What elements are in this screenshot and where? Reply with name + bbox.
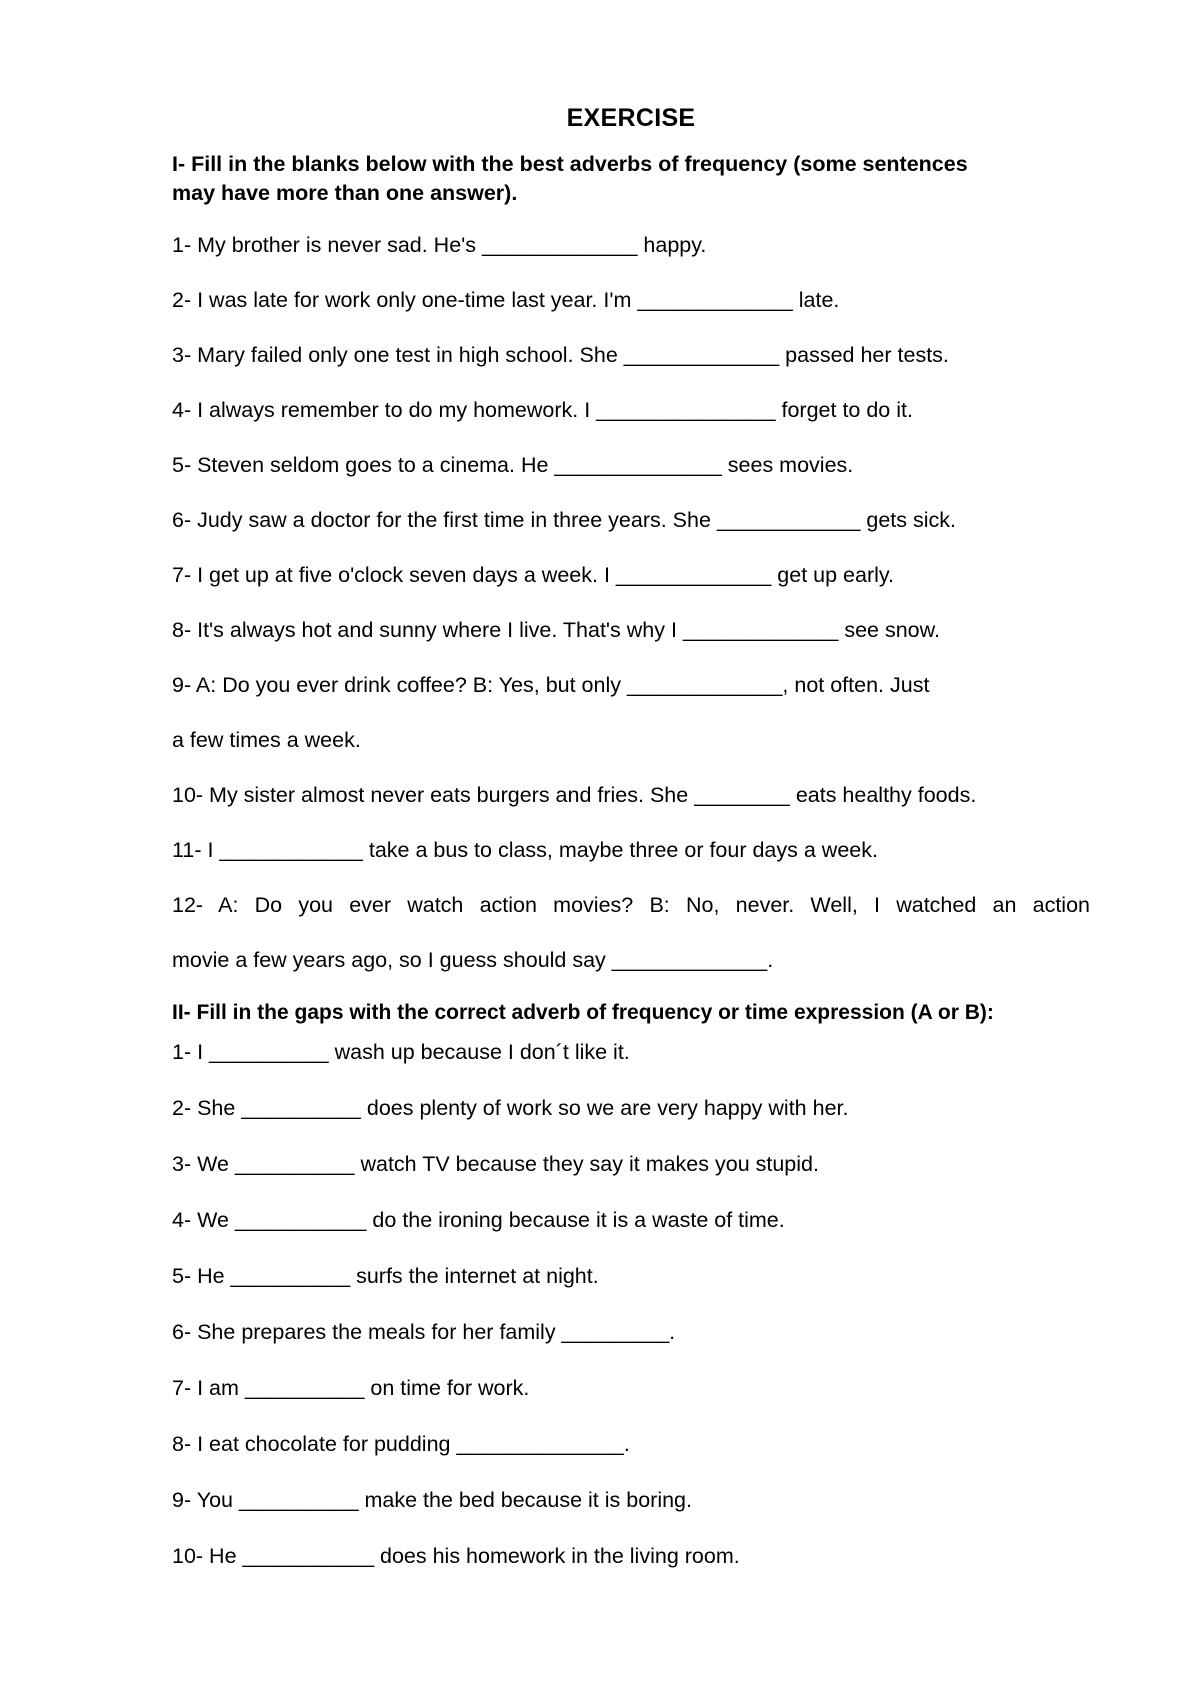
exercise-item: 2- She __________ does plenty of work so we are very happy with her. xyxy=(172,1096,849,1120)
exercise-item: 1- My brother is never sad. He's _____________ happy. xyxy=(172,233,707,257)
exercise-item: 12- A: Do you ever watch action movies? B: No, never. Well, I watched an action xyxy=(172,893,1090,917)
exercise-item: 3- Mary failed only one test in high school. She _____________ passed her tests. xyxy=(172,343,949,367)
exercise-item: 4- We ___________ do the ironing because it is a waste of time. xyxy=(172,1208,785,1232)
section-1-instruction-line-2: may have more than one answer). xyxy=(172,181,518,205)
exercise-item: 9- A: Do you ever drink coffee? B: Yes, but only _____________, not often. Just xyxy=(172,673,930,697)
exercise-item: 1- I __________ wash up because I don´t like it. xyxy=(172,1040,630,1064)
exercise-item: 7- I am __________ on time for work. xyxy=(172,1376,530,1400)
section-2 xyxy=(172,1038,1090,1570)
exercise-item-continuation: a few times a week. xyxy=(172,728,361,752)
exercise-item: 2- I was late for work only one-time last year. I'm _____________ late. xyxy=(172,288,840,312)
exercise-item: 5- Steven seldom goes to a cinema. He ______________ sees movies. xyxy=(172,453,854,477)
exercise-item: 3- We __________ watch TV because they say it makes you stupid. xyxy=(172,1152,819,1176)
section-1-instruction xyxy=(172,150,1090,208)
exercise-item: 4- I always remember to do my homework. I _______________ forget to do it. xyxy=(172,398,913,422)
exercise-item: 10- He ___________ does his homework in the living room. xyxy=(172,1544,740,1568)
section-1-instruction-line-1: I- Fill in the blanks below with the best adverbs of frequency (some sentences xyxy=(172,152,968,176)
exercise-item: 8- I eat chocolate for pudding ______________. xyxy=(172,1432,630,1456)
section-2-instruction: II- Fill in the gaps with the correct adverb of frequency or time expression (A or B): xyxy=(172,1001,994,1024)
exercise-item: 11- I ____________ take a bus to class, maybe three or four days a week. xyxy=(172,838,878,862)
exercise-item-continuation: movie a few years ago, so I guess should say _____________. xyxy=(172,948,774,972)
page-title: EXERCISE xyxy=(566,104,696,132)
exercise-item: 9- You __________ make the bed because it is boring. xyxy=(172,1488,692,1512)
worksheet-page xyxy=(172,100,1090,1570)
exercise-item: 6- She prepares the meals for her family _________. xyxy=(172,1320,676,1344)
exercise-item: 10- My sister almost never eats burgers and fries. She ________ eats healthy foods. xyxy=(172,783,977,807)
exercise-item: 7- I get up at five o'clock seven days a week. I _____________ get up early. xyxy=(172,563,895,587)
exercise-item: 6- Judy saw a doctor for the first time in three years. She ____________ gets sick. xyxy=(172,508,956,532)
section-1 xyxy=(172,150,1090,974)
exercise-item: 5- He __________ surfs the internet at night. xyxy=(172,1264,599,1288)
exercise-item: 8- It's always hot and sunny where I live. That's why I _____________ see snow. xyxy=(172,618,940,642)
